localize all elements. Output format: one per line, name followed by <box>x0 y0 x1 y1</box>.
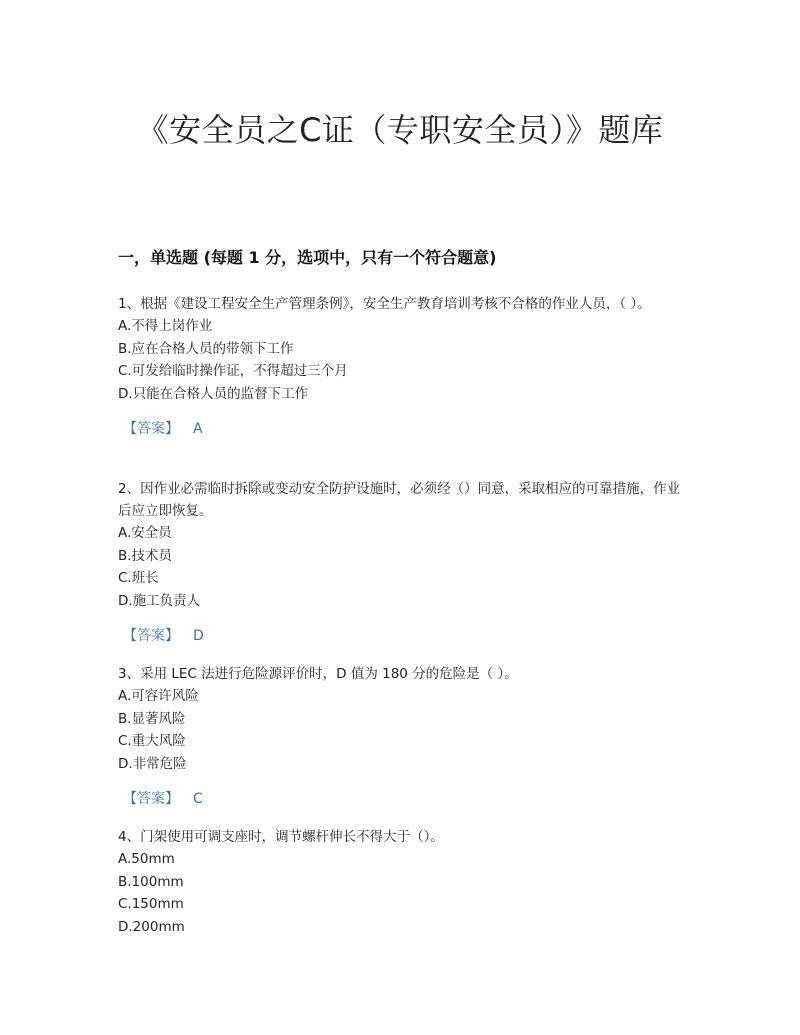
question-item <box>118 663 684 810</box>
answer-label: 【答案】 <box>123 421 179 437</box>
option-b: B.应在合格人员的带领下工作 <box>118 340 294 357</box>
option-a: A.不得上岗作业 <box>118 318 213 334</box>
option-a: A.可容许风险 <box>118 688 199 704</box>
option-a: A.50mm <box>118 851 175 867</box>
option-b: B.技术员 <box>118 547 173 564</box>
option-d: D.非常危险 <box>118 755 187 772</box>
answer-line <box>118 788 684 810</box>
question-stem: 2、因作业必需临时拆除或变动安全防护设施时，必须经（）同意，采取相应的可靠措施，作业后应立即恢复。 <box>118 481 681 519</box>
option-d: D.只能在合格人员的监督下工作 <box>118 385 309 402</box>
option-c: C.重大风险 <box>118 733 186 749</box>
option-a: A.安全员 <box>118 525 172 541</box>
question-item <box>118 826 684 938</box>
option-d: D.施工负责人 <box>118 592 201 609</box>
answer-value: A <box>193 421 203 437</box>
answer-label: 【答案】 <box>123 628 179 644</box>
answer-value: C <box>193 791 203 807</box>
question-item <box>118 478 684 647</box>
question-stem: 4、门架使用可调支座时，调节螺杆伸长不得大于（）。 <box>118 829 444 845</box>
option-c: C.可发给临时操作证，不得超过三个月 <box>118 363 348 379</box>
answer-value: D <box>193 628 204 644</box>
answer-line <box>118 625 684 647</box>
answer-label: 【答案】 <box>123 791 179 807</box>
option-d: D.200mm <box>118 918 185 935</box>
document-title: 《安全员之C证（专职安全员）》题库 <box>136 111 664 149</box>
option-c: C.班长 <box>118 570 159 586</box>
option-b: B.100mm <box>118 873 184 890</box>
section-heading: 一，单选题 (每题 1 分，选项中，只有一个符合题意) <box>118 248 497 267</box>
option-b: B.显著风险 <box>118 710 186 727</box>
answer-line <box>118 418 684 440</box>
question-stem: 3、采用 LEC 法进行危险源评价时，D 值为 180 分的危险是（ ）。 <box>118 666 518 682</box>
question-item <box>118 293 684 440</box>
option-c: C.150mm <box>118 896 184 912</box>
question-stem: 1、根据《建设工程安全生产管理条例》，安全生产教育培训考核不合格的作业人员，（ ）。 <box>118 296 651 312</box>
